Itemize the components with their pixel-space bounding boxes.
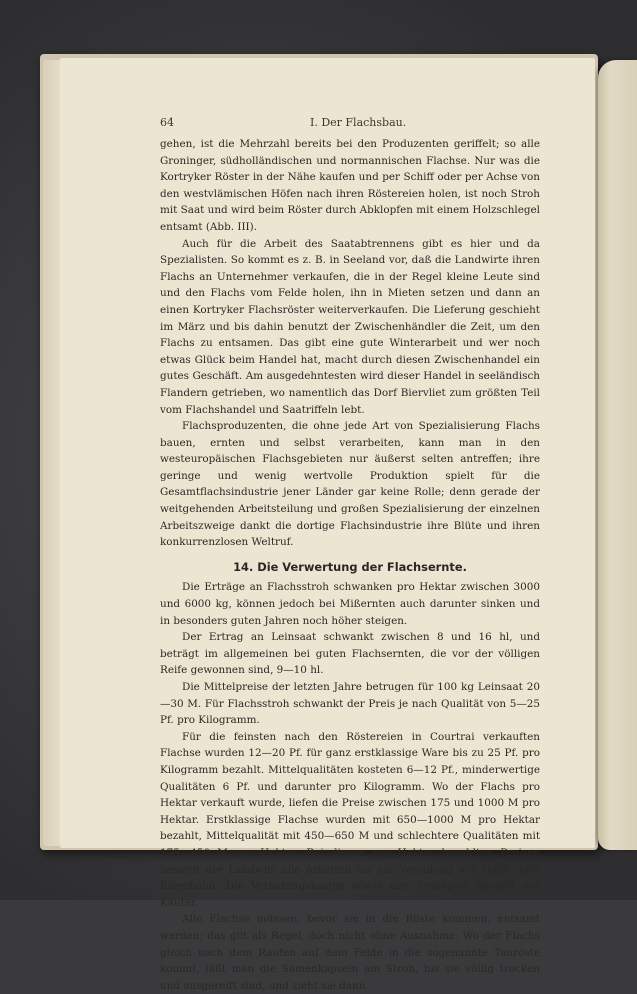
paragraph: Flachsproduzenten, die ohne jede Art von Spezialisierung Flachs bauen, ernten und selbst verarbeiten, kann man in den westeuropäischen Flachsgebieten nur äußerst selten antreffen; ihre geringe und wenig wertvolle Produktion spielt für die Gesamtflachsindustrie jener Länder gar keine Rolle; denn gerade der weitgehenden Arbeitsteilung und großen Spezialisierung der einzelnen Arbeitszweige dankt die dortige Flachsindustrie ihre Blüte und ihren konkurrenzlosen Weltruf. bbox=[160, 420, 540, 549]
paragraph: gehen, ist die Mehrzahl bereits bei den Produzenten geriffelt; so alle Groninger, südholländischen und normannischen Flachse. Nur was die Kortryker Röster in der Nähe kaufen und per Schiff oder per Achse von den westvlämischen Höfen nach ihren Röstereien holen, ist noch Stroh mit Saat und wird beim Röster durch Abklopfen mit einem Holzschlegel entsamt (Abb. III). bbox=[160, 138, 540, 233]
paragraph: Die Mittelpreise der letzten Jahre betrugen für 100 kg Leinsaat 20—30 M. Für Flachsstroh schwankt der Preis je nach Qualität von 5—25 Pf. pro Kilogramm. bbox=[160, 681, 540, 727]
paragraph: Die Erträge an Flachsstroh schwanken pro Hektar zwischen 3000 und 6000 kg, können jedoch bei Mißernten auch darunter sinken und in besonders guten Jahren noch höher steigen. bbox=[160, 581, 540, 627]
page-number: 64 bbox=[160, 116, 174, 129]
facing-page-edge bbox=[598, 60, 637, 850]
paragraph: Für die feinsten nach den Röstereien in Courtrai verkauften Flachse wurden 12—20 Pf. für ganz erstklassige Ware bis zu 25 Pf. pro Kilogramm bezahlt. Mittelqualitäten kosteten 6—12 Pf., minderwertige Qualitäten 6 Pf. und darunter pro Kilogramm. Wo der Flachs pro Hektar verkauft wurde, liefen die Preise zwischen 175 und 1000 M pro Hektar. Erstklassige Flachse wurden mit 650—1000 M pro Hektar bezahlt, Mittelqualität mit 450—650 M und schlechtere Qualitäten mit 175—450 M pro Hektar. Bei diesen pro Hektar bezahlten Preisen besorgt der Landwirt alle Arbeiten bis zur Verladung auf Schiff oder Eisenbahn. Die Verladungskosten sowie den Transport bezahlt der Käufer. bbox=[160, 730, 540, 909]
section-heading: 14. Die Verwertung der Flachsernte. bbox=[233, 559, 467, 574]
paragraph: Auch für die Arbeit des Saatabtrennens gibt es hier und da Spezialisten. So kommt es z. B. in Seeland vor, daß die Landwirte ihren Flachs an Unternehmer verkaufen, die in der Regel kleine Leute sind und den Flachs vom Felde holen, ihn in Mieten setzen und dann an einen Kortryker Flachsröster weiterverkaufen. Die Lieferung geschieht im März und bis dahin benutzt der Zwischenhändler die Zeit, um den Flachs zu entsamen. Das gibt eine gute Winterarbeit und wer noch etwas Glück beim Handel hat, macht durch diesen Zwischenhandel ein gutes Geschäft. Am ausgedehntesten wird dieser Handel in seeländisch Flandern getrieben, wo namentlich das Dorf Biervliet zum größten Teil vom Flachshandel und Saatriffeln lebt. bbox=[160, 237, 540, 416]
body-text bbox=[160, 136, 540, 994]
chapter-title: I. Der Flachsbau. bbox=[310, 116, 407, 129]
paragraph: Alle Flachse müssen, bevor sie in die Röste kommen, entsamt werden; das gilt als Regel, doch nicht ohne Ausnahme. Wo der Flachs gleich nach dem Raufen auf dem Felde in die sogenannte Tauröste kommt, läßt man die Samenkapseln am Stroh, bis sie völlig trocken und ausgereift sind, und zieht sie dann bbox=[160, 913, 540, 992]
paragraph: Der Ertrag an Leinsaat schwankt zwischen 8 und 16 hl, und beträgt im allgemeinen bei guten Flachsernten, die vor der völligen Reife gewonnen sind, 9—10 hl. bbox=[160, 631, 540, 677]
